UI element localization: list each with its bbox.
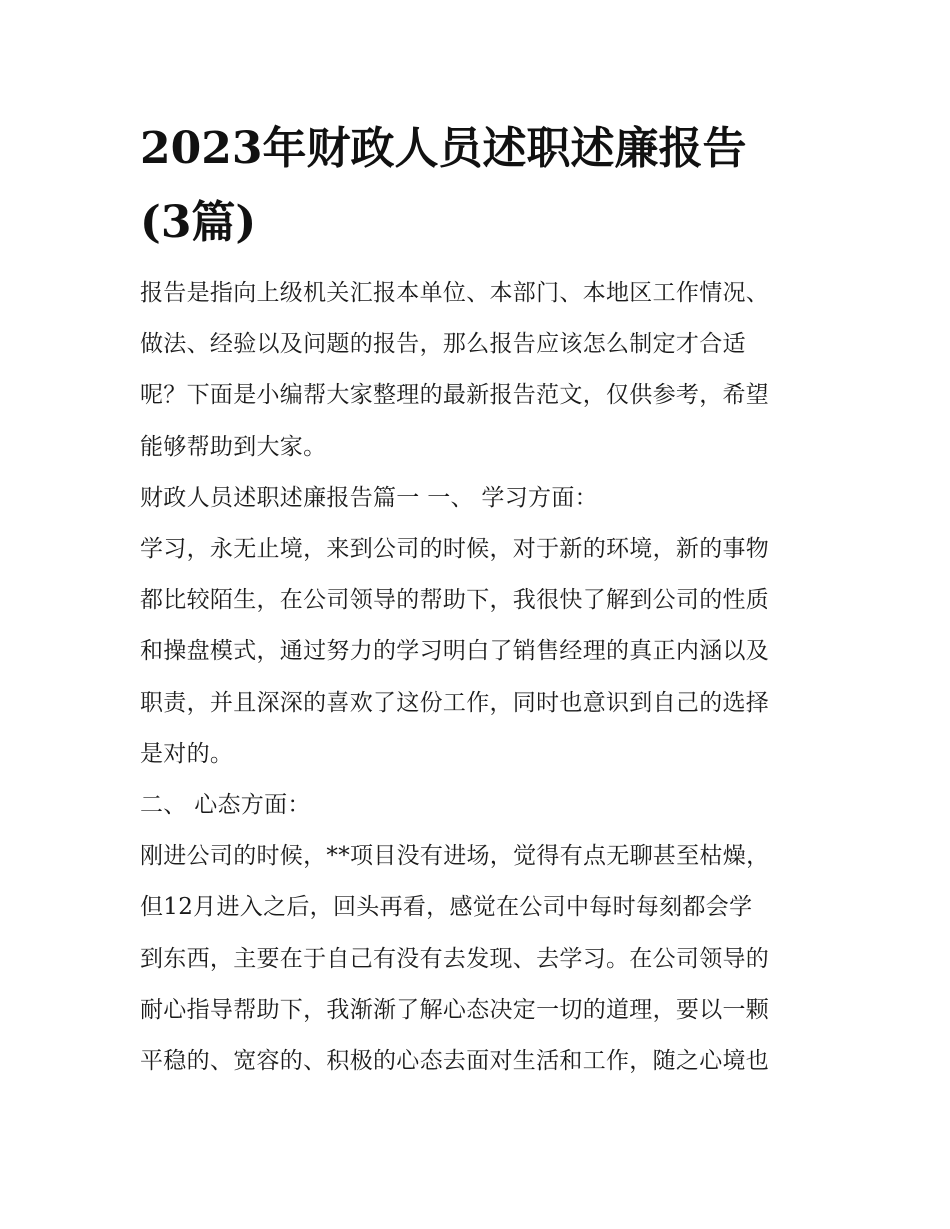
title-line: (3篇)	[140, 197, 257, 248]
document-title	[140, 112, 815, 260]
document-body	[140, 268, 815, 1087]
section-heading	[140, 473, 815, 524]
text-line: 到东西，主要在于自己有没有去发现、去学习。在公司领导的	[140, 945, 770, 972]
text-line: 职责，并且深深的喜欢了这份工作，同时也意识到自己的选择	[140, 689, 770, 716]
section-heading	[140, 780, 815, 831]
text-line: 耐心指导帮助下，我渐渐了解心态决定一切的道理，要以一颗	[140, 996, 770, 1023]
text-line: 刚进公司的时候，**项目没有进场，觉得有点无聊甚至枯燥，	[140, 843, 770, 870]
title-line: 2023年财政人员述职述廉报告	[140, 123, 747, 174]
study-paragraph	[140, 524, 815, 780]
text-line: 都比较陌生，在公司领导的帮助下，我很快了解到公司的性质	[140, 587, 770, 614]
intro-paragraph	[140, 268, 815, 473]
text-line: 学习，永无止境，来到公司的时候，对于新的环境，新的事物	[140, 536, 770, 563]
text-line: 二、 心态方面：	[140, 792, 311, 819]
text-line: 平稳的、宽容的、积极的心态去面对生活和工作，随之心境也	[140, 1048, 770, 1075]
text-line: 报告是指向上级机关汇报本单位、本部门、本地区工作情况、	[140, 280, 770, 306]
text-line: 是对的。	[140, 740, 234, 767]
document-page	[140, 112, 815, 1087]
text-line: 能够帮助到大家。	[140, 433, 327, 460]
text-line: 但12月进入之后，回头再看，感觉在公司中每时每刻都会学	[140, 894, 753, 921]
text-line: 财政人员述职述廉报告篇一 一、 学习方面：	[140, 484, 598, 511]
text-line: 和操盘模式，通过努力的学习明白了销售经理的真正内涵以及	[140, 638, 770, 665]
text-line: 做法、经验以及问题的报告，那么报告应该怎么制定才合适	[140, 331, 746, 358]
mindset-paragraph	[140, 831, 815, 1087]
text-line: 呢？下面是小编帮大家整理的最新报告范文，仅供参考，希望	[140, 382, 770, 409]
